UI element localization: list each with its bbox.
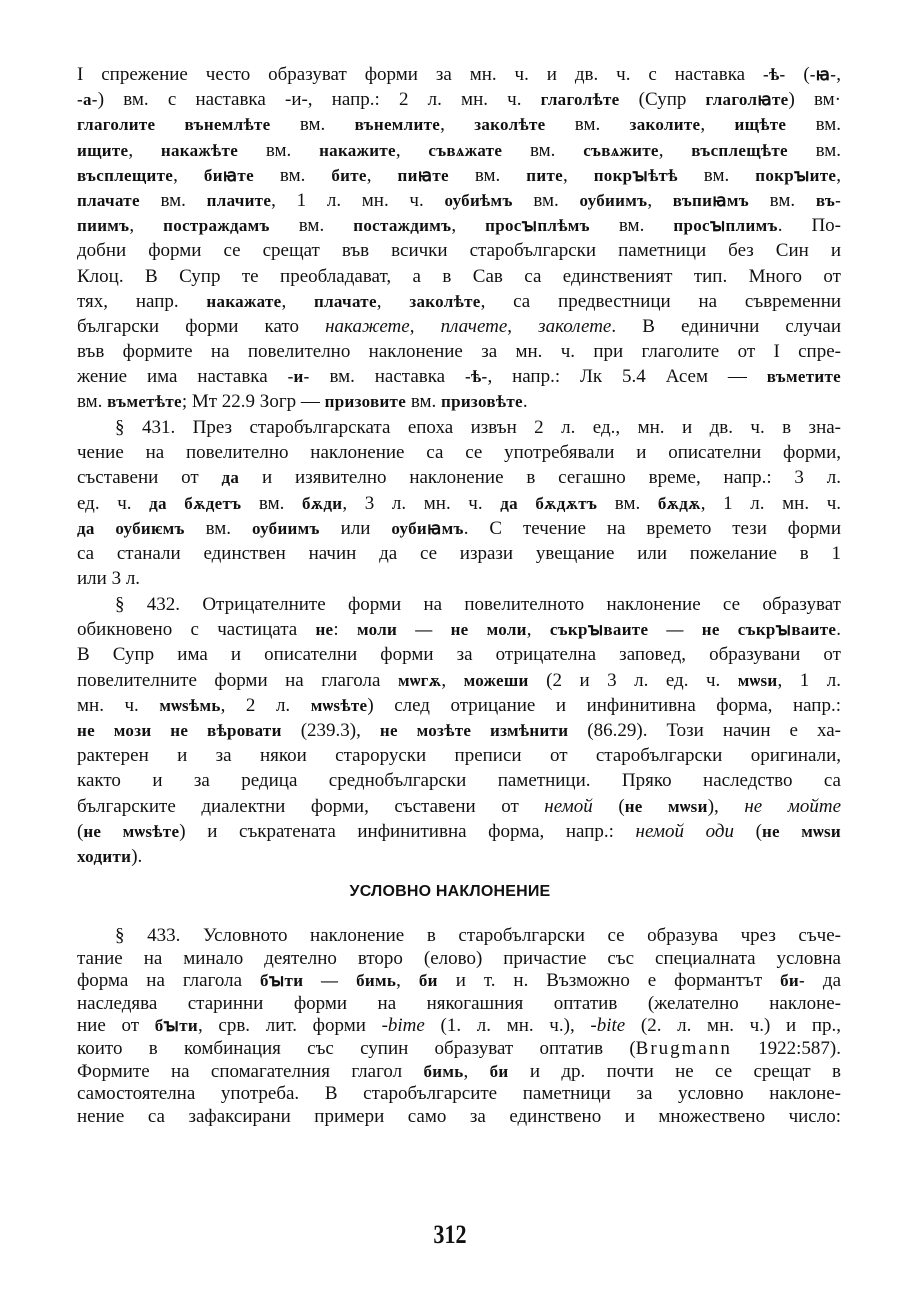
old-church-slavonic-form: -ѣ- [465,367,488,387]
text-run: вм. [512,189,580,211]
old-church-slavonic-form: мѡгѫ [397,670,442,690]
old-church-slavonic-form: бꙑти [154,1016,198,1036]
text-run: или 3 л. [77,568,141,590]
text-line [77,541,841,566]
old-church-slavonic-form: заколѣте [474,115,546,135]
text-run: ) и съкратената инфинитивна форма, напр.: [179,820,636,842]
text-run: , [441,669,464,691]
text-run: , [376,290,410,312]
text-line [77,163,841,188]
text-run: и др. почти не се срещат в [508,1060,841,1082]
old-church-slavonic-form: оубиꙗмъ [391,518,464,538]
old-church-slavonic-form: не мѡѕи [624,796,708,816]
text-run: , [562,164,594,186]
text-run: ) вм· [788,89,841,111]
text-run: , [451,215,486,237]
text-run: български форми като [77,315,326,337]
text-run: Клоц. В Супр те преобладават, а в Сав са единственият тип. Много от [77,265,841,287]
text-run: ; Мт 22.9 Зогр — [181,391,325,413]
text-line [77,1106,841,1129]
text-run: ( [734,820,762,842]
old-church-slavonic-form: бѫди [301,493,343,513]
text-run: (2. л. мн. ч.) и пр., [625,1015,841,1037]
old-church-slavonic-form: глаголꙗте [705,90,789,110]
text-run: , [366,164,398,186]
text-line [77,491,841,516]
emphasized-text: -bite [590,1015,626,1037]
old-church-slavonic-form: мѡѕѣмь [159,695,221,715]
text-run: , [526,619,550,641]
text-run: , [647,189,673,211]
text-run: , [836,164,841,186]
old-church-slavonic-form: не мози не вѣровати [77,720,282,740]
text-run: да [804,970,841,992]
text-line [77,768,841,793]
text-run: вм. наставка [309,366,465,388]
text-run: . [836,619,841,641]
old-church-slavonic-form: би [418,971,438,991]
text-run: вм. [269,215,354,237]
text-run: във формите на повелително наклонение за мн. ч. при глаголите от I спре- [77,341,841,363]
old-church-slavonic-form: накажате [206,291,282,311]
old-church-slavonic-form: не мозѣте измѣнити [379,720,569,740]
text-run: § 431. През старобългарската епоха извън 2 л. ед., мн. и дв. ч. в зна- [115,417,841,438]
old-church-slavonic-form: да [221,468,240,488]
text-run: вм. [748,189,816,211]
text-line [77,970,841,993]
old-church-slavonic-form: покрꙑѣтѣ [593,165,678,185]
text-run: : [333,619,357,641]
old-church-slavonic-form: не [315,620,334,640]
old-church-slavonic-form: съвѧжите [583,140,659,160]
text-run: , напр.: Лк 5.4 Асем — [487,366,767,388]
old-church-slavonic-form: би- [780,971,805,991]
text-line [77,264,841,289]
old-church-slavonic-form: можеши [463,670,529,690]
old-church-slavonic-form: -а- [77,90,98,110]
text-run: § 432. Отрицателните форми на повелителното наклонение се образуват [115,594,841,615]
text-run: както и за редица среднобългарски паметници. Пряко наследство са [77,770,841,792]
old-church-slavonic-form: ходити [77,846,132,866]
text-run: (1. л. мн. ч.), [424,1015,591,1037]
text-run: § 433. Условното наклонение в старобългарски се образува чрез съче- [115,925,841,946]
text-line [77,389,841,414]
text-run: , [440,114,475,136]
old-church-slavonic-form: би [489,1061,509,1081]
text-line [77,112,841,137]
old-church-slavonic-form: бимь [423,1061,464,1081]
text-line [77,617,841,642]
text-run: ( [592,795,625,817]
text-run: ). [131,845,143,867]
old-church-slavonic-form: ищѣте [734,115,787,135]
text-run: тание на минало деятелно второ (елово) причастие със специалната условна [77,947,841,969]
text-run: Формите на спомагателния глагол [77,1060,424,1082]
text-run: вм. [406,391,441,413]
text-run: , [507,315,539,337]
old-church-slavonic-form: моли — не моли [356,620,527,640]
text-line [77,592,841,617]
text-run: , [129,215,164,237]
old-church-slavonic-form: въ- [815,190,841,210]
text-run: (Супр [619,89,706,111]
text-run: . В единични случаи [611,315,841,337]
text-run: , [700,114,735,136]
text-run: повелителните форми на глагола [77,669,398,691]
old-church-slavonic-form: бите [331,165,367,185]
old-church-slavonic-form: плачате [314,291,377,311]
text-line [77,62,841,87]
text-run: вм. [545,114,630,136]
text-line [77,743,841,768]
text-run: форма на глагола [77,970,261,992]
old-church-slavonic-form: постаждимъ [353,216,452,236]
text-line [77,844,841,869]
text-run: ние от [77,1015,155,1037]
text-run: . [522,391,528,413]
old-church-slavonic-form: пиꙗте [397,165,449,185]
old-church-slavonic-form: плачате [77,190,140,210]
emphasized-text: немой [544,795,593,817]
old-church-slavonic-form: въсплещите [77,165,174,185]
old-church-slavonic-form: бѫдѫ [657,493,701,513]
text-run: , 1 л. мн. ч. [700,492,841,514]
old-church-slavonic-form: накажѣте [160,140,239,160]
text-run: които в комбинация със супин образуват оптатив ( [77,1037,636,1059]
page-number: 312 [433,1220,467,1249]
text-run: , [396,970,419,992]
text-line [77,925,841,948]
text-line [77,819,841,844]
emphasized-text: заколете [538,315,612,337]
emphasized-text: немой оди [635,820,734,842]
old-church-slavonic-form: въметите [766,367,841,387]
text-run: вм. [270,114,355,136]
text-run: вм. [139,189,207,211]
text-line [77,948,841,971]
old-church-slavonic-form: призовѣте [440,392,523,412]
old-church-slavonic-form: призовите [324,392,407,412]
text-run: вм. [253,164,332,186]
old-church-slavonic-form: съкрꙑваите — не съкрꙑваите [549,620,837,640]
emphasized-text: Brugmann [635,1037,732,1059]
text-line [77,364,841,389]
section-heading: УСЛОВНО НАКЛОНЕНИЕ [349,883,551,900]
text-line [77,238,841,263]
text-line [77,1038,841,1061]
text-run: тях, напр. [77,290,207,312]
old-church-slavonic-form: оубиимъ [251,518,320,538]
text-run: ), [707,795,745,817]
text-run: жение има наставка [77,366,288,388]
old-church-slavonic-form: ищите [77,140,129,160]
text-run: В Супр има и описателни форми за отрицателна заповед, образувани от [77,644,841,666]
text-run: са станали единствен начин да се изрази увещание или пожелание в 1 [77,542,841,564]
text-run: и изявително наклонение в сегашно време, напр.: 3 л. [239,467,841,489]
old-church-slavonic-form: мѡѕи [737,670,778,690]
text-run: вм. [448,164,527,186]
text-line [77,794,841,819]
old-church-slavonic-form: да бѫдетъ [149,493,242,513]
old-church-slavonic-form: пиимъ [77,216,130,236]
text-line [77,516,841,541]
text-run: 1922:587). [731,1037,841,1059]
old-church-slavonic-form: пострaждамъ [163,216,270,236]
old-church-slavonic-form: накажите [319,140,396,160]
text-run: , 1 л. мн. ч. [271,189,445,211]
text-run: , 1 л. [777,669,841,691]
text-run: вм. [502,139,584,161]
text-run: вм. [238,139,320,161]
old-church-slavonic-form: въметѣте [107,392,182,412]
text-run: , [409,315,441,337]
old-church-slavonic-form: плачите [206,190,272,210]
text-run: , [281,290,314,312]
text-line [77,465,841,490]
text-run: вм. [184,517,252,539]
text-line [77,1061,841,1084]
old-church-slavonic-form: да бѫдѫтъ [500,493,598,513]
text-run: . С течение на времето тези форми [463,517,841,539]
text-run: . По- [777,215,841,237]
text-run: или [319,517,392,539]
text-run: ( [77,820,84,842]
paragraph-432 [77,592,841,869]
text-run: (239.3), [281,719,380,741]
text-run: , 3 л. мн. ч. [342,492,501,514]
text-run: ) вм. с наставка -и-, напр.: 2 л. мн. ч. [97,89,541,111]
text-line [77,693,841,718]
text-line [77,415,841,440]
text-run: , [463,1060,490,1082]
old-church-slavonic-form: биꙗте [203,165,254,185]
text-run: вм. [597,492,658,514]
old-church-slavonic-form: покрꙑите [755,165,837,185]
old-church-slavonic-form: -и- [287,367,310,387]
text-run: ( [785,64,810,85]
text-run: мн. ч. [77,694,160,716]
text-run: (2 и 3 л. ед. ч. [528,669,738,691]
emphasized-text: -bime [381,1015,425,1037]
text-run: добни форми се срещат във всички старобългарски паметници без Син и [77,240,841,262]
old-church-slavonic-form: въпиꙗмъ [672,190,749,210]
old-church-slavonic-form: глаголѣте [540,90,620,110]
text-line [77,87,841,112]
text-run: , [173,164,204,186]
old-church-slavonic-form: съвѧжате [428,140,503,160]
old-church-slavonic-form: просꙑплѣмъ [485,216,590,236]
text-line [77,138,841,163]
text-run: , [128,139,161,161]
text-run: самостоятелна употреба. В старобългарсите паметници за условно наклоне- [77,1083,841,1105]
text-run: , [395,139,429,161]
text-line [77,993,841,1016]
text-run: , срв. лит. форми [197,1015,382,1037]
old-church-slavonic-form: въсплещѣте [691,140,788,160]
text-run: I спрежение често образуват форми за мн. ч. и дв. ч. с наставка [77,64,764,85]
old-church-slavonic-form: -ꙗ- [809,65,837,84]
text-run: чение на повелително наклонение са се употребявали и описателни форми, [77,442,841,464]
old-church-slavonic-form: да оубиѥмъ [77,518,185,538]
text-run: нение са зафаксирани примери само за единствено и множествено число: [77,1105,841,1127]
paragraph-431 [77,415,841,591]
text-run: , [836,64,841,85]
text-run: вм. [677,164,756,186]
old-church-slavonic-form: заколите [629,115,701,135]
paragraph-433 [77,925,841,1128]
old-church-slavonic-form: глаголите вънемлѣте [77,115,271,135]
old-church-slavonic-form: мѡѕѣте [310,695,368,715]
old-church-slavonic-form: пите [526,165,563,185]
old-church-slavonic-form: -ѣ- [763,65,786,84]
old-church-slavonic-form: просꙑплимъ [673,216,778,236]
text-line [77,718,841,743]
text-run: (86.29). Този начин е ха- [568,719,841,741]
text-line [77,289,841,314]
text-run: обикновено с частицата [77,619,316,641]
text-run: българските диалектни форми, съставени от [77,795,545,817]
old-church-slavonic-form: бꙑти — бимь [260,971,397,991]
old-church-slavonic-form: не мѡѕѣте [83,821,180,841]
text-run: , са предвестници на съвременни [480,290,841,312]
text-run: вм. [787,139,841,161]
text-line [77,566,841,591]
emphasized-text: плачете [440,315,508,337]
paragraph-continuation [77,62,841,415]
text-run: вм. [589,215,674,237]
text-line [77,440,841,465]
text-line [77,213,841,238]
text-line [77,1083,841,1106]
text-line [77,314,841,339]
text-run: съставени от [77,467,222,489]
text-run: , 2 л. [220,694,311,716]
old-church-slavonic-form: вънемлите [354,115,441,135]
emphasized-text: накажете [325,315,410,337]
text-line [77,339,841,364]
text-run: ед. ч. [77,492,150,514]
text-run: вм. [241,492,302,514]
text-run: вм. [77,391,108,413]
text-run: , [658,139,692,161]
text-run: ) след отрицание и инфинитивна форма, напр.: [367,694,841,716]
text-line [77,642,841,667]
emphasized-text: не мойте [744,795,841,817]
text-run: рактерен и за някои староруски преписи от старобългарски оригинали, [77,745,841,767]
old-church-slavonic-form: заколѣте [409,291,481,311]
text-run: вм. [786,114,841,136]
old-church-slavonic-form: оубиимъ [579,190,648,210]
text-line [77,668,841,693]
text-run: и т. н. Възможно е формантът [437,970,781,992]
old-church-slavonic-form: оубиѣмъ [444,190,513,210]
old-church-slavonic-form: не мѡѕи [761,821,841,841]
text-line [77,1015,841,1038]
text-line [77,188,841,213]
text-run: наследява старинни форми на някогашния оптатив (желателно наклоне- [77,992,841,1014]
